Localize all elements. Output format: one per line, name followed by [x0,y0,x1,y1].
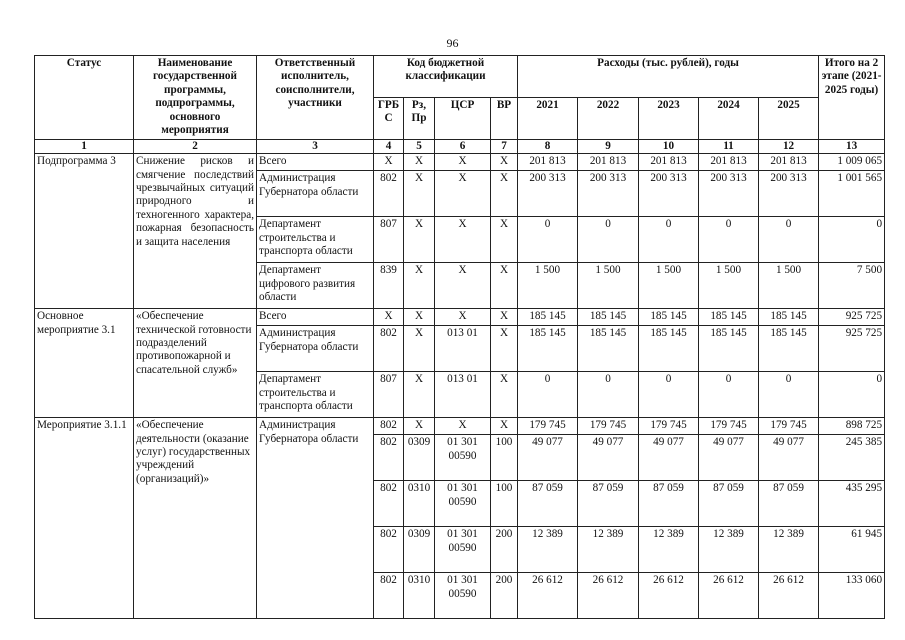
column-number: 6 [435,139,491,153]
total-cell: 245 385 [819,435,885,481]
csr-cell: X [435,309,491,326]
amount-cell: 12 389 [639,527,699,573]
executor-cell: Администрация Губернатора области [257,171,374,217]
total-cell: 0 [819,217,885,263]
status-cell: Подпрограмма 3 [35,154,134,309]
amount-cell: 26 612 [759,573,819,619]
total-cell: 7 500 [819,263,885,309]
csr-cell: X [435,171,491,217]
amount-cell: 26 612 [699,573,759,619]
column-number: 3 [257,139,374,153]
grbs-cell: 839 [374,263,404,309]
amount-cell: 185 145 [578,326,639,372]
amount-cell: 201 813 [518,154,578,171]
grbs-cell: 802 [374,435,404,481]
column-number: 2 [134,139,257,153]
amount-cell: 0 [699,372,759,418]
amount-cell: 200 313 [759,171,819,217]
csr-cell: X [435,418,491,435]
csr-cell: X [435,154,491,171]
csr-cell: 013 01 [435,326,491,372]
grbs-cell: 802 [374,418,404,435]
amount-cell: 1 500 [699,263,759,309]
total-cell: 61 945 [819,527,885,573]
header-csr: ЦСР [435,97,491,139]
amount-cell: 185 145 [639,326,699,372]
amount-cell: 26 612 [518,573,578,619]
vr-cell: X [491,171,518,217]
vr-cell: X [491,326,518,372]
executor-cell: Всего [257,154,374,171]
amount-cell: 201 813 [759,154,819,171]
column-number: 4 [374,139,404,153]
amount-cell: 0 [699,217,759,263]
column-number: 11 [699,139,759,153]
budget-table [34,55,885,619]
header-2023: 2023 [639,97,699,139]
executor-cell: Всего [257,309,374,326]
amount-cell: 0 [639,372,699,418]
status-cell: Мероприятие 3.1.1 [35,418,134,619]
amount-cell: 0 [759,372,819,418]
column-number: 12 [759,139,819,153]
total-cell: 925 725 [819,309,885,326]
amount-cell: 201 813 [639,154,699,171]
amount-cell: 185 145 [518,309,578,326]
rzpr-cell: X [404,171,435,217]
amount-cell: 185 145 [518,326,578,372]
grbs-cell: 802 [374,481,404,527]
header-executor: Ответственный исполнитель, соисполнители, участники [257,56,374,140]
grbs-cell: 802 [374,171,404,217]
column-number: 7 [491,139,518,153]
amount-cell: 0 [759,217,819,263]
vr-cell: 200 [491,527,518,573]
amount-cell: 200 313 [699,171,759,217]
amount-cell: 185 145 [759,309,819,326]
program-name-cell: «Обеспечение деятельности (оказание услуг) государственных учреждений (организаций)» [134,418,257,619]
executor-cell: Департамент строительства и транспорта области [257,217,374,263]
amount-cell: 0 [578,217,639,263]
amount-cell: 12 389 [759,527,819,573]
header-row-top [35,56,885,98]
program-name-cell: «Обеспечение технической готовности подразделений противопожарной и спасательной служб» [134,309,257,418]
amount-cell: 1 500 [639,263,699,309]
amount-cell: 87 059 [578,481,639,527]
amount-cell: 26 612 [639,573,699,619]
header-expenses: Расходы (тыс. рублей), годы [518,56,819,98]
amount-cell: 179 745 [699,418,759,435]
grbs-cell: X [374,309,404,326]
executor-cell: Департамент строительства и транспорта области [257,372,374,418]
rzpr-cell: X [404,418,435,435]
executor-cell: Департамент цифрового развития области [257,263,374,309]
csr-cell: 01 301 00590 [435,481,491,527]
amount-cell: 0 [578,372,639,418]
rzpr-cell: X [404,263,435,309]
amount-cell: 12 389 [578,527,639,573]
amount-cell: 185 145 [699,309,759,326]
rzpr-cell: 0309 [404,527,435,573]
amount-cell: 185 145 [759,326,819,372]
header-total: Итого на 2 этапе (2021-2025 годы) [819,56,885,140]
amount-cell: 200 313 [639,171,699,217]
amount-cell: 87 059 [759,481,819,527]
vr-cell: X [491,154,518,171]
column-number: 9 [578,139,639,153]
total-cell: 435 295 [819,481,885,527]
amount-cell: 49 077 [699,435,759,481]
total-cell: 1 001 565 [819,171,885,217]
csr-cell: X [435,217,491,263]
csr-cell: 01 301 00590 [435,435,491,481]
status-cell: Основное мероприятие 3.1 [35,309,134,418]
grbs-cell: 807 [374,217,404,263]
total-cell: 1 009 065 [819,154,885,171]
rzpr-cell: X [404,217,435,263]
column-number: 1 [35,139,134,153]
amount-cell: 87 059 [518,481,578,527]
amount-cell: 12 389 [699,527,759,573]
amount-cell: 87 059 [639,481,699,527]
vr-cell: X [491,309,518,326]
column-number: 13 [819,139,885,153]
amount-cell: 185 145 [639,309,699,326]
amount-cell: 179 745 [759,418,819,435]
amount-cell: 200 313 [518,171,578,217]
amount-cell: 185 145 [699,326,759,372]
header-vr: ВР [491,97,518,139]
header-budget-code: Код бюджетной классификации [374,56,518,98]
total-cell: 0 [819,372,885,418]
rzpr-cell: 0309 [404,435,435,481]
column-number: 10 [639,139,699,153]
amount-cell: 49 077 [759,435,819,481]
header-2024: 2024 [699,97,759,139]
rzpr-cell: X [404,309,435,326]
vr-cell: 200 [491,573,518,619]
csr-cell: 01 301 00590 [435,573,491,619]
header-program: Наименование государственной программы, подпрограммы, основного мероприятия [134,56,257,140]
amount-cell: 87 059 [699,481,759,527]
amount-cell: 12 389 [518,527,578,573]
amount-cell: 1 500 [518,263,578,309]
vr-cell: 100 [491,481,518,527]
grbs-cell: 807 [374,372,404,418]
rzpr-cell: 0310 [404,481,435,527]
amount-cell: 185 145 [578,309,639,326]
vr-cell: X [491,372,518,418]
rzpr-cell: X [404,372,435,418]
amount-cell: 1 500 [578,263,639,309]
csr-cell: X [435,263,491,309]
header-2022: 2022 [578,97,639,139]
vr-cell: X [491,418,518,435]
csr-cell: 01 301 00590 [435,527,491,573]
header-status: Статус [35,56,134,140]
vr-cell: X [491,263,518,309]
amount-cell: 49 077 [518,435,578,481]
table-row [35,309,885,326]
header-2021: 2021 [518,97,578,139]
amount-cell: 179 745 [518,418,578,435]
rzpr-cell: X [404,326,435,372]
total-cell: 898 725 [819,418,885,435]
column-number: 5 [404,139,435,153]
grbs-cell: 802 [374,527,404,573]
amount-cell: 200 313 [578,171,639,217]
total-cell: 925 725 [819,326,885,372]
column-number-row [35,139,885,153]
amount-cell: 0 [518,217,578,263]
page-number: 96 [446,36,459,50]
amount-cell: 1 500 [759,263,819,309]
table-row [35,154,885,171]
executor-cell: Администрация Губернатора области [257,326,374,372]
rzpr-cell: X [404,154,435,171]
amount-cell: 49 077 [639,435,699,481]
amount-cell: 179 745 [578,418,639,435]
amount-cell: 0 [518,372,578,418]
amount-cell: 49 077 [578,435,639,481]
rzpr-cell: 0310 [404,573,435,619]
grbs-cell: X [374,154,404,171]
program-name-cell: Снижение рисков и смягчение последствий чрезвычайных ситуаций природного и техногенного характера, пожарная безопасность и защита населения [134,154,257,309]
amount-cell: 201 813 [578,154,639,171]
column-number: 8 [518,139,578,153]
grbs-cell: 802 [374,326,404,372]
amount-cell: 179 745 [639,418,699,435]
vr-cell: 100 [491,435,518,481]
csr-cell: 013 01 [435,372,491,418]
header-grbs: ГРБ С [374,97,404,139]
amount-cell: 201 813 [699,154,759,171]
vr-cell: X [491,217,518,263]
table-row [35,418,885,435]
executor-cell: Администрация Губернатора области [257,418,374,619]
total-cell: 133 060 [819,573,885,619]
amount-cell: 26 612 [578,573,639,619]
amount-cell: 0 [639,217,699,263]
header-rzpr: Рз, Пр [404,97,435,139]
grbs-cell: 802 [374,573,404,619]
header-2025: 2025 [759,97,819,139]
